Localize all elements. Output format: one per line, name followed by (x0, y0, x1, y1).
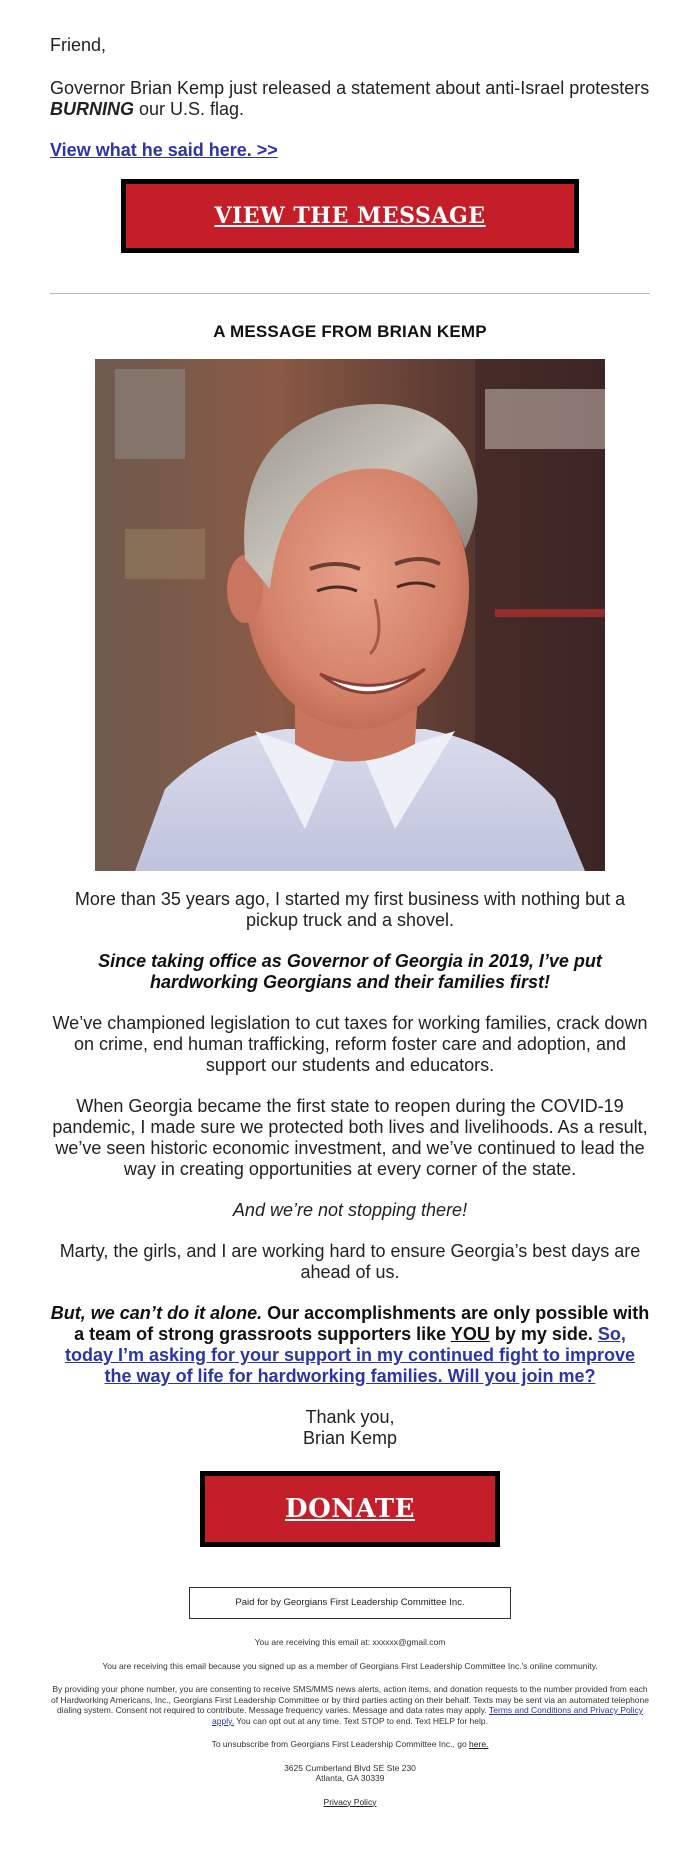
appeal-you: YOU (450, 1324, 490, 1344)
sms-text-after: You can opt out at any time. Text STOP to end. Text HELP for help. (234, 1715, 488, 1726)
greeting: Friend, (50, 35, 107, 55)
appeal-text-2: by my side. (489, 1324, 598, 1344)
footer-unsubscribe (50, 1739, 650, 1750)
signoff-thanks: Thank you, (305, 1407, 395, 1427)
paragraph-business: More than 35 years ago, I started my first business with nothing but a pickup truck and a shovel. (74, 889, 626, 930)
unsubscribe-link[interactable]: here. (469, 1739, 489, 1749)
section-heading: A MESSAGE FROM BRIAN KEMP (213, 322, 487, 341)
paragraph-legislation: We’ve championed legislation to cut taxes for working families, crack down on crime, end human trafficking, reform foster care and adoption, and support our students and educators. (52, 1013, 648, 1075)
intro-before: Governor Brian Kemp just released a statement about anti-Israel protesters (50, 78, 650, 98)
portrait-photo (95, 359, 605, 871)
terms-link[interactable]: Terms and Conditions and Privacy Policy apply. (212, 1705, 644, 1726)
footer-privacy (50, 1797, 650, 1808)
paragraph-governor: Since taking office as Governor of Georgia in 2019, I’ve put hardworking Georgians and their families first! (98, 951, 602, 992)
intro-after: our U.S. flag. (134, 99, 245, 119)
email-body (50, 0, 650, 1807)
unsubscribe-text: To unsubscribe from Georgians First Leadership Committee Inc., go (211, 1739, 470, 1749)
paragraph-not-stopping: And we’re not stopping there! (232, 1200, 468, 1220)
signoff (50, 1407, 650, 1449)
paragraph-covid: When Georgia became the first state to reopen during the COVID-19 pandemic, I made sure we protected both lives and livelihoods. As a result, we’ve seen historic economic investment, and we’ve continued to lead the way in creating opportunities at every corner of the state. (52, 1096, 648, 1179)
address-line-2: Atlanta, GA 30339 (315, 1773, 385, 1783)
paragraph-family: Marty, the girls, and I are working hard to ensure Georgia’s best days are ahead of us. (59, 1241, 641, 1282)
footer-receiving: You are receiving this email at: xxxxxx@gmail.com (254, 1637, 446, 1647)
appeal-italic: But, we can’t do it alone. (50, 1303, 263, 1323)
appeal-support-link[interactable]: So, today I’m asking for your support in my continued fight to improve the way of life for hardworking families. Will you join me? (64, 1324, 636, 1386)
paragraph-appeal (50, 1303, 650, 1387)
intro-emphasis: BURNING (50, 99, 134, 119)
paid-for-box: Paid for by Georgians First Leadership Committee Inc. (189, 1587, 511, 1619)
footer-address (50, 1763, 650, 1784)
footer-reason: You are receiving this email because you signed up as a member of Georgians First Leadership Committee Inc.'s online community. (102, 1660, 598, 1671)
donate-button[interactable]: DONATE (200, 1471, 500, 1547)
view-message-button[interactable]: VIEW THE MESSAGE (121, 179, 579, 253)
intro-text (50, 78, 650, 120)
view-statement-link[interactable]: View what he said here. >> (50, 140, 278, 160)
appeal-text-1: Our accomplishments are only possible with a team of strong grassroots supporters like (74, 1303, 650, 1344)
sms-text-before: By providing your phone number, you are consenting to receive SMS/MMS news alerts, action items, and donation requests to the number provided from each of Hardworking Americans, Inc., Georgians First Leadership Committee or by third parties acting on their behalf. Texts may be sent via an automated telephone dialing system. Consent not required to contribute. Message frequency varies. Message and data rates may apply. (51, 1684, 649, 1715)
divider (50, 293, 650, 294)
footer-sms-consent (50, 1684, 650, 1726)
signoff-name: Brian Kemp (302, 1428, 398, 1448)
address-line-1: 3625 Cumberland Blvd SE Ste 230 (284, 1762, 416, 1773)
privacy-policy-link[interactable]: Privacy Policy (323, 1796, 377, 1807)
